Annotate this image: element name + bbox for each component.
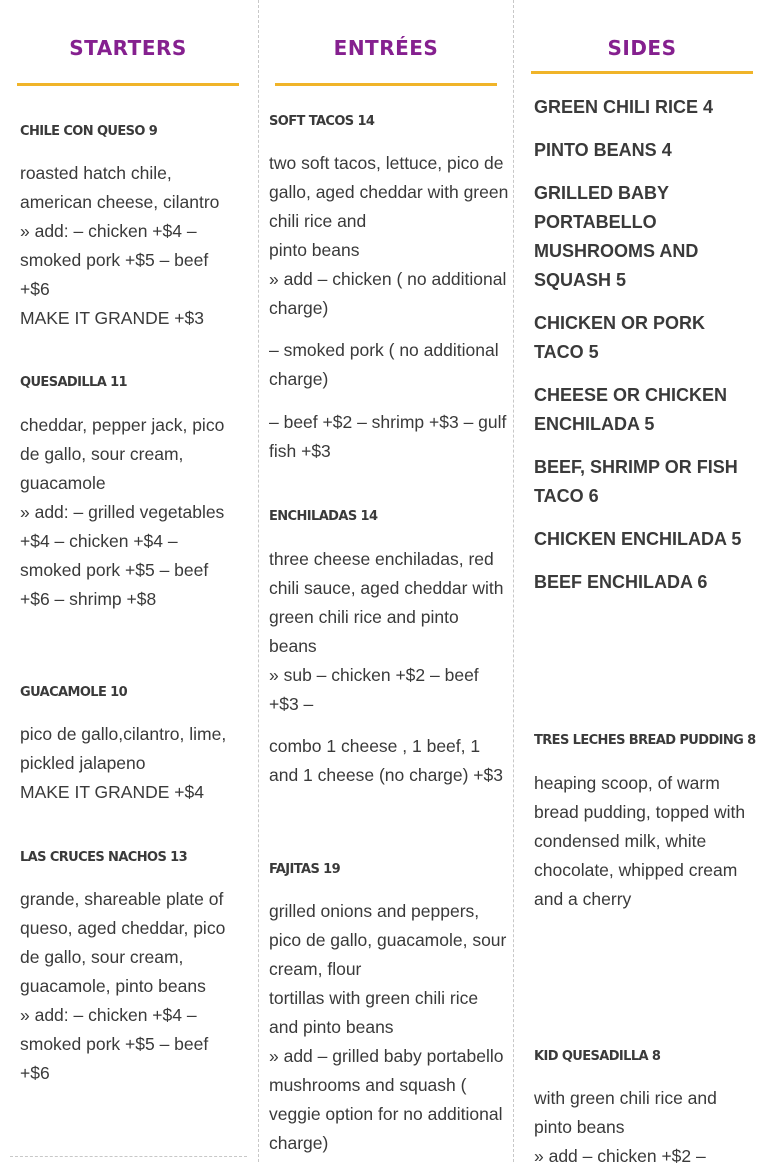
menu-item-title: ENCHILADAS 14 (269, 509, 378, 524)
side-item: CHEESE OR CHICKEN ENCHILADA 5 (534, 385, 728, 434)
menu-item-title: GUACAMOLE 10 (20, 685, 128, 700)
menu-item-title: KID QUESADILLA 8 (534, 1049, 661, 1064)
entrees-column (258, 0, 514, 1162)
menu-item-addon: – smoked pork ( no additional charge) (269, 340, 499, 389)
side-item: CHICKEN OR PORK TACO 5 (534, 313, 706, 362)
side-item: PINTO BEANS 4 (534, 140, 672, 160)
side-item: BEEF, SHRIMP OR FISH TACO 6 (534, 457, 738, 506)
menu-item-description: heaping scoop, of warm bread pudding, topped with condensed milk, white chocolate, whipped cream and a cherry (534, 773, 746, 909)
menu-item-description: cheddar, pepper jack, pico de gallo, sour cream, guacamole » add: – grilled vegetables +$4 – chicken +$4 – smoked pork +$5 – beef +$6 – shrimp +$8 (20, 415, 225, 609)
menu-item-title: FAJITAS 19 (269, 862, 341, 877)
sides-column (513, 0, 770, 1166)
entrees-heading: ENTRÉES (333, 36, 439, 60)
menu-item-description: with green chili rice and pinto beans » add – chicken +$2 – (534, 1088, 717, 1166)
menu-item-description: pico de gallo,cilantro, lime, pickled jalapeno MAKE IT GRANDE +$4 (20, 724, 227, 802)
side-item: GRILLED BABY PORTABELLO MUSHROOMS AND SQUASH 5 (534, 183, 699, 290)
menu-item-description: three cheese enchiladas, red chili sauce, aged cheddar with green chili rice and pinto beans » sub – chicken +$2 – beef +$3 – (269, 549, 504, 714)
menu-item-description: grande, shareable plate of queso, aged cheddar, pico de gallo, sour cream, guacamole, pinto beans » add: – chicken +$4 – smoked pork +$5 – beef +$6 (20, 889, 226, 1083)
side-item: CHICKEN ENCHILADA 5 (534, 529, 742, 549)
sides-heading-rule (531, 71, 753, 74)
menu-item-title: CHILE CON QUESO 9 (20, 124, 158, 139)
side-item: GREEN CHILI RICE 4 (534, 97, 714, 117)
menu-item-title: LAS CRUCES NACHOS 13 (20, 850, 188, 865)
sides-heading: SIDES (607, 36, 677, 60)
menu-item-addon: – beef +$2 – shrimp +$3 – gulf fish +$3 (269, 412, 507, 461)
menu-item-title: TRES LECHES BREAD PUDDING 8 (534, 733, 756, 748)
side-item: BEEF ENCHILADA 6 (534, 572, 708, 592)
menu-item-description: roasted hatch chile, american cheese, cilantro » add: – chicken +$4 – smoked pork +$5 – beef +$6 MAKE IT GRANDE +$3 (20, 163, 220, 328)
menu-item-title: QUESADILLA 11 (20, 375, 127, 390)
menu-item-addon: combo 1 cheese , 1 beef, 1 and 1 cheese (no charge) +$3 (269, 736, 503, 785)
menu-item-title: SOFT TACOS 14 (269, 114, 375, 129)
menu-item-description: two soft tacos, lettuce, pico de gallo, aged cheddar with green chili rice and pinto beans » add – chicken ( no additional charge) (269, 153, 509, 318)
menu-item-description: grilled onions and peppers, pico de gallo, guacamole, sour cream, flour tortillas with green chili rice and pinto beans » add – grilled baby portabello mushrooms and squash ( veggie option for no additional charge) (269, 901, 507, 1153)
entrees-heading-rule (275, 83, 497, 86)
starters-heading: STARTERS (69, 36, 187, 60)
starters-column (0, 0, 258, 1162)
starters-heading-rule (17, 83, 239, 86)
column-divider (10, 1156, 247, 1157)
